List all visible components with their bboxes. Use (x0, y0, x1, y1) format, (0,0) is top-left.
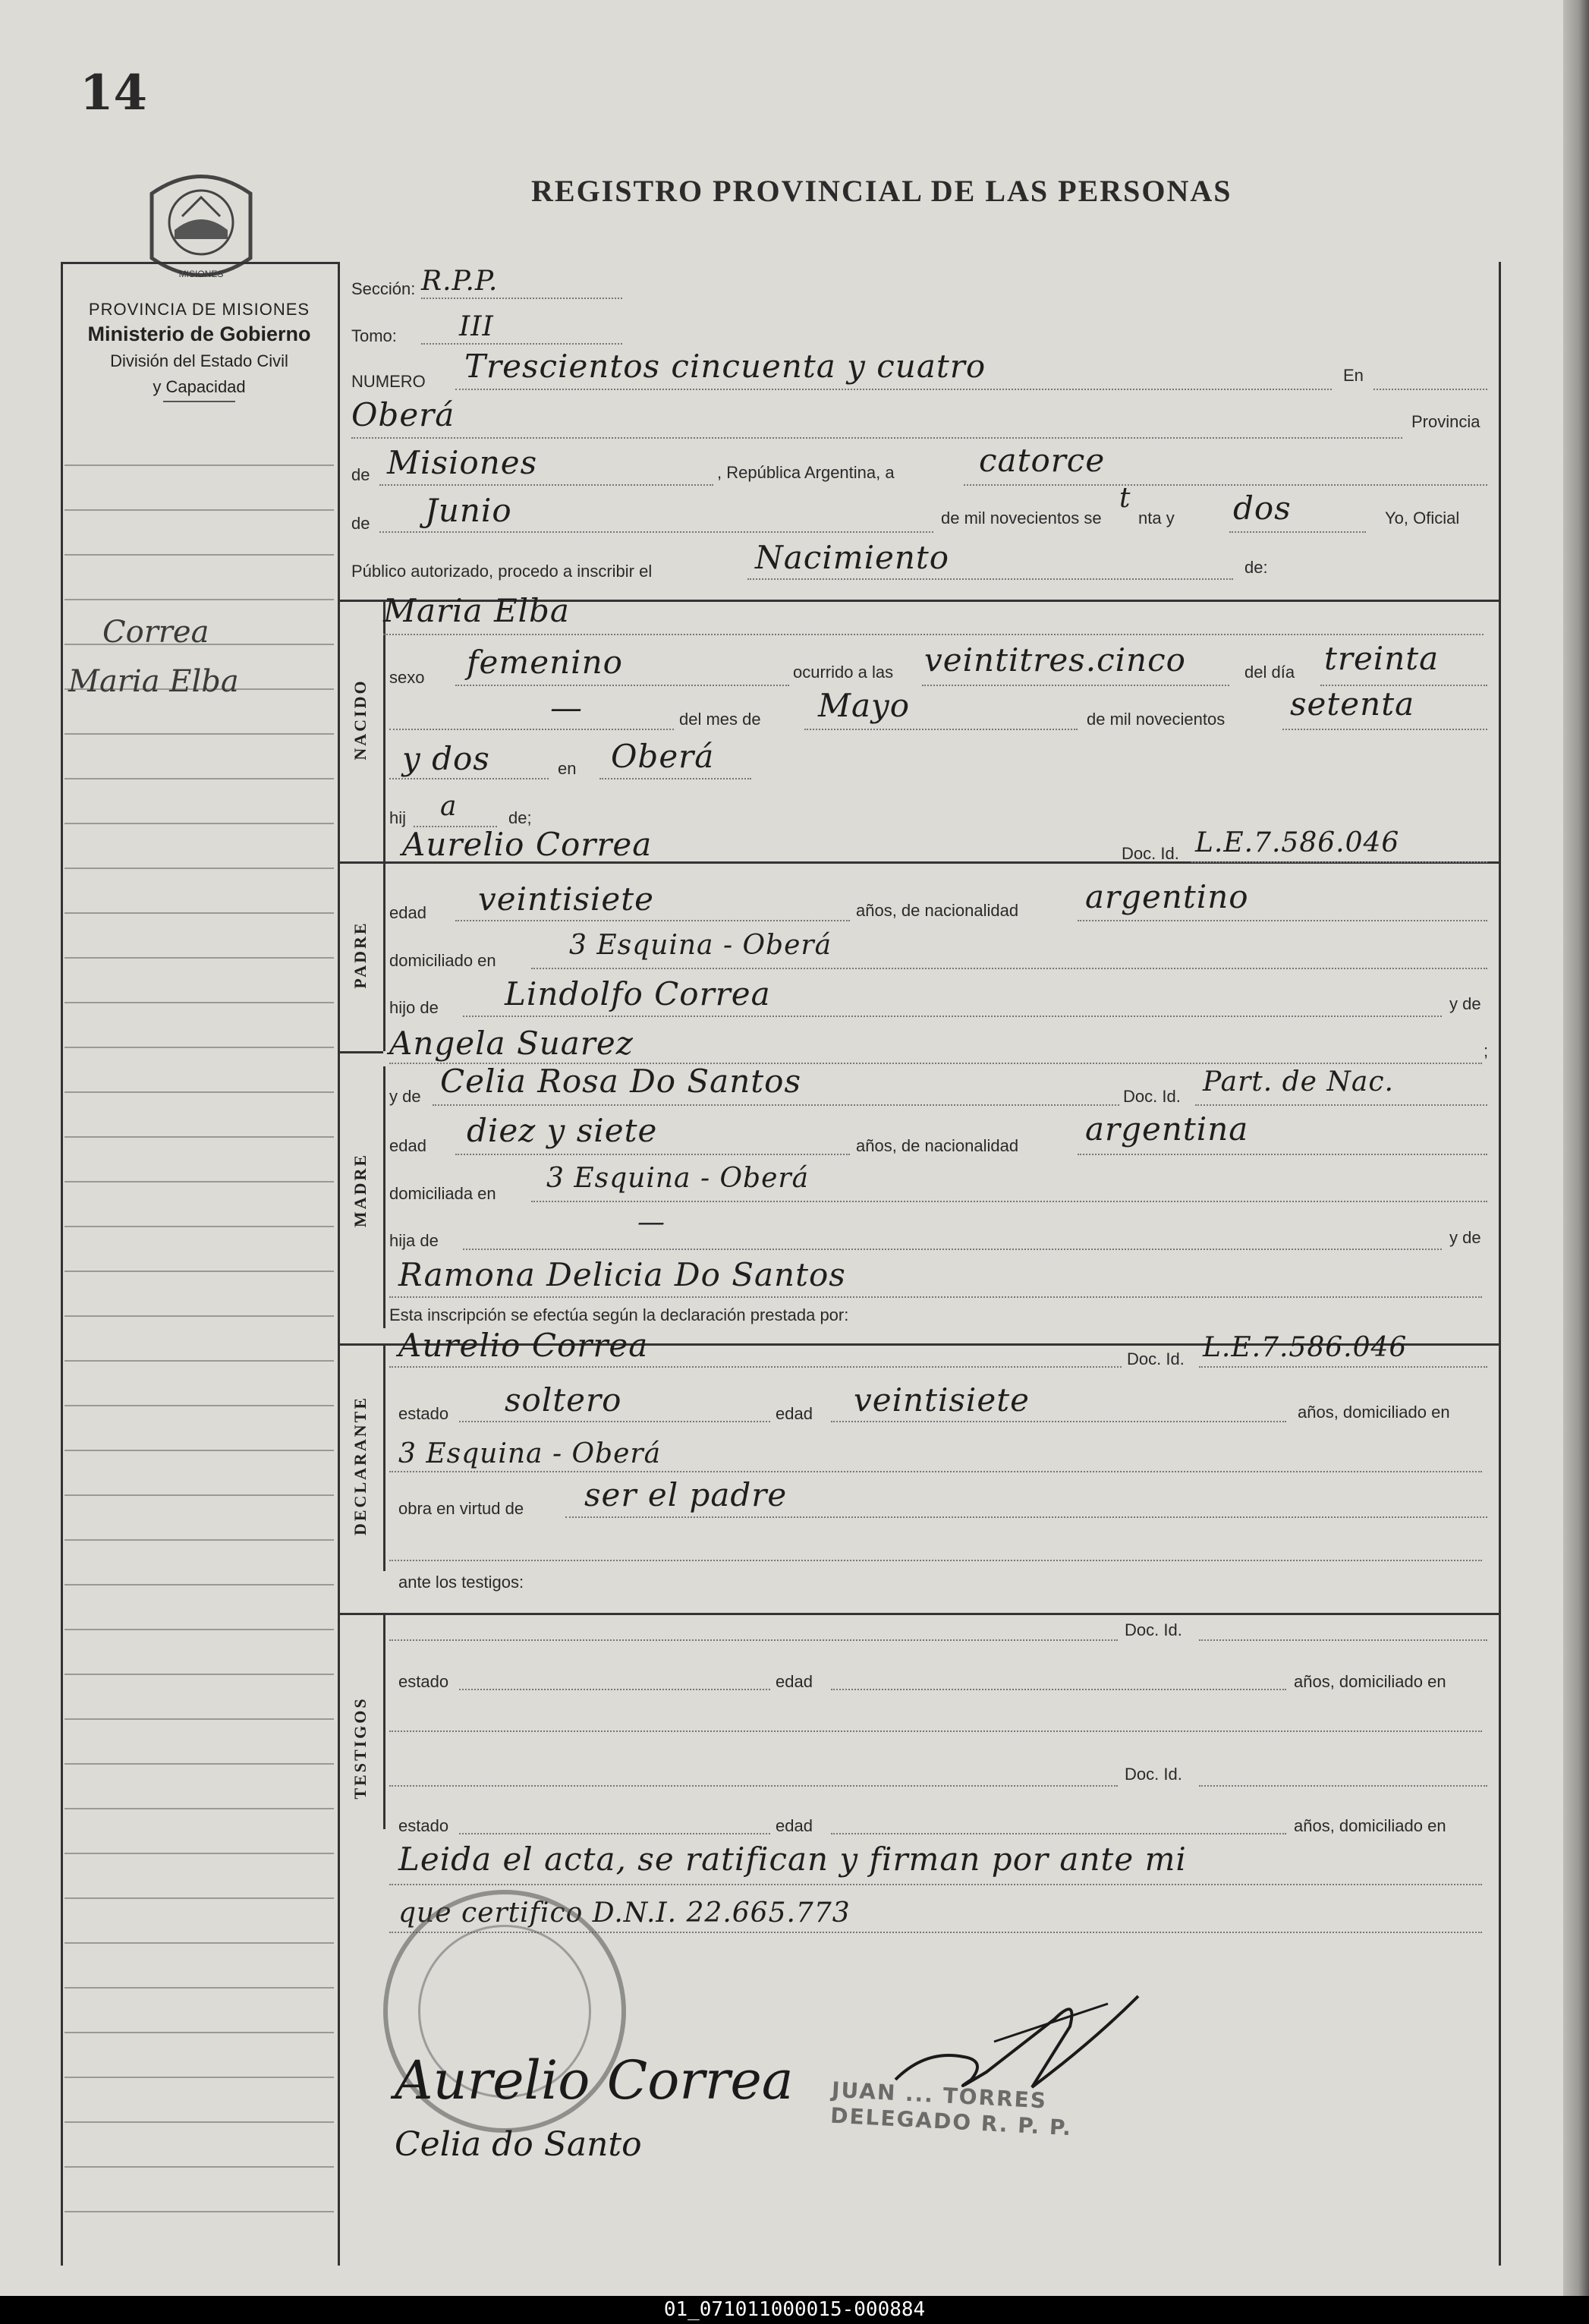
section-padre: PADRE (351, 921, 370, 989)
declarant-name: Aurelio Correa (398, 1327, 649, 1364)
year-units: dos (1233, 490, 1292, 527)
y-de-label: y de (1449, 994, 1481, 1013)
divider (61, 262, 63, 2266)
mother-signature: Celia do Santo (395, 2125, 642, 2164)
birth-place: Oberá (611, 738, 715, 775)
en-label: En (1343, 366, 1364, 385)
declaration-intro: Esta inscripción se efectúa según la declaración prestada por: (389, 1305, 849, 1324)
year-label-2: nta y (1138, 509, 1175, 527)
province-value: Misiones (387, 444, 538, 481)
domiciliada-label: domiciliada en (389, 1184, 496, 1203)
father-nationality: argentino (1085, 878, 1249, 915)
page-edge (1563, 0, 1589, 2296)
year-label: de mil novecientos se (941, 509, 1102, 527)
hijo-de-label: hijo de (389, 998, 439, 1017)
tomo-value: III (459, 311, 494, 342)
tomo-label: Tomo: (351, 326, 397, 345)
divider (163, 401, 235, 402)
domiciliado-label: años, domiciliado en (1298, 1403, 1450, 1422)
numero-label: NUMERO (351, 372, 426, 391)
maternal-grandmother: Ramona Delicia Do Santos (398, 1256, 846, 1293)
witness1-edad-label: edad (776, 1672, 813, 1691)
witness2-estado-label: estado (398, 1816, 449, 1835)
mother-nationality: argentina (1085, 1110, 1249, 1148)
testigos-label: ante los testigos: (398, 1573, 524, 1592)
year-insert: t (1119, 483, 1131, 514)
closing-line-1: Leida el acta, se ratifican y firman por ante mi (398, 1841, 1187, 1878)
birth-year-2: y dos (402, 740, 490, 777)
provincia-label: Provincia (1411, 412, 1480, 431)
edad-label: edad (776, 1404, 813, 1423)
declarant-capacity: ser el padre (584, 1476, 788, 1513)
mother-doc-label: Doc. Id. (1123, 1087, 1181, 1106)
declarant-status: soltero (505, 1381, 622, 1419)
witness1-estado-label: estado (398, 1672, 449, 1691)
birth-day: treinta (1324, 640, 1440, 677)
father-doc-label: Doc. Id. (1122, 844, 1179, 863)
margin-given-name: Maria Elba (68, 664, 239, 699)
divider (1499, 262, 1501, 2266)
mother-name: Celia Rosa Do Santos (440, 1063, 801, 1100)
mother-age: diez y siete (467, 1112, 658, 1149)
publico-label: Público autorizado, procedo a inscribir el (351, 562, 653, 581)
misiones-crest-icon (144, 163, 258, 288)
declarant-address: 3 Esquina - Oberá (398, 1438, 662, 1469)
closing-line-2: que certifico D.N.I. 22.665.773 (398, 1897, 851, 1929)
division-name: División del Estado Civil (110, 351, 288, 370)
de-label: de (351, 514, 370, 533)
declarant-doc: L.E.7.586.046 (1203, 1332, 1408, 1363)
paternal-grandfather: Lindolfo Correa (505, 975, 771, 1012)
witness2-edad-label: edad (776, 1816, 813, 1835)
de-colon-label: de: (1244, 558, 1268, 577)
paternal-grandmother: Angela Suarez (389, 1025, 634, 1062)
sexo-value: femenino (467, 644, 623, 681)
witness1-doc-label: Doc. Id. (1125, 1620, 1182, 1639)
place-value: Oberá (351, 396, 455, 433)
divider (338, 262, 340, 2266)
seccion-label: Sección: (351, 279, 416, 298)
day-value: catorce (979, 442, 1106, 479)
father-address: 3 Esquina - Oberá (569, 930, 832, 961)
edad-label: edad (389, 903, 426, 922)
sexo-label: sexo (389, 668, 425, 687)
nacionalidad-label: años, de nacionalidad (856, 1136, 1019, 1155)
act-type: Nacimiento (755, 539, 950, 576)
declarant-age: veintisiete (854, 1381, 1030, 1419)
de-label: de; (508, 808, 532, 827)
province-name: PROVINCIA DE MISIONES (88, 300, 310, 319)
witness2-domicilio-label: años, domiciliado en (1294, 1816, 1446, 1835)
ministry-block (61, 300, 338, 402)
section-declarante: DECLARANTE (351, 1395, 370, 1535)
y-de-label: y de (1449, 1228, 1481, 1247)
division-subname: y Capacidad (153, 377, 246, 396)
section-madre: MADRE (351, 1152, 370, 1228)
y-de-label: y de (389, 1087, 421, 1106)
obra-label: obra en virtud de (398, 1499, 524, 1518)
semicolon: ; (1484, 1041, 1489, 1060)
witness1-domicilio-label: años, domiciliado en (1294, 1672, 1446, 1691)
birth-month: Mayo (818, 687, 911, 724)
month-value: Junio (425, 492, 512, 529)
maternal-grandfather: — (637, 1207, 665, 1238)
hour-value: veintitres.cinco (924, 641, 1186, 679)
birth-year: setenta (1290, 685, 1415, 723)
republica-label: , República Argentina, a (717, 463, 895, 482)
delegate-stamp-name: JUAN ... TORRES (831, 2077, 1048, 2114)
mes-label: del mes de (679, 710, 761, 729)
father-name: Aurelio Correa (402, 826, 653, 863)
de-label: de (351, 465, 370, 484)
page-number: 14 (80, 65, 148, 121)
hij-suffix: a (440, 791, 458, 822)
section-testigos: TESTIGOS (351, 1696, 370, 1800)
seccion-value: R.P.P. (421, 266, 499, 297)
child-name: Maria Elba (383, 592, 570, 629)
document-heading: REGISTRO PROVINCIAL DE LAS PERSONAS (531, 174, 1232, 208)
father-age: veintisiete (478, 880, 654, 918)
delegate-stamp-title: DELEGADO R. P. P. (829, 2102, 1073, 2141)
declarant-signature: Aurelio Correa (395, 2049, 794, 2111)
mother-address: 3 Esquina - Oberá (546, 1163, 810, 1194)
en-label: en (558, 759, 577, 778)
oficial-label: Yo, Oficial (1385, 509, 1460, 527)
hija-de-label: hija de (389, 1231, 439, 1250)
estado-label: estado (398, 1404, 449, 1423)
section-nacido: NACIDO (351, 679, 370, 760)
crest-text: MISIONES (178, 269, 224, 279)
hij-label: hij (389, 808, 407, 827)
del-dia-label: del día (1244, 663, 1295, 682)
domicilio-label: domiciliado en (389, 951, 496, 970)
mil-label: de mil novecientos (1087, 710, 1226, 729)
witness2-doc-label: Doc. Id. (1125, 1765, 1182, 1784)
ocurrido-label: ocurrido a las (793, 663, 894, 682)
father-doc: L.E.7.586.046 (1195, 827, 1400, 858)
ministry-name: Ministerio de Gobierno (87, 323, 311, 345)
declarant-doc-label: Doc. Id. (1127, 1349, 1185, 1368)
footer-id: 01_071011000015-000884 (0, 2296, 1589, 2324)
margin-surname: Correa (102, 615, 209, 650)
divider (61, 262, 340, 264)
edad-label: edad (389, 1136, 426, 1155)
nacionalidad-label: años, de nacionalidad (856, 901, 1019, 920)
numero-value: Trescientos cincuenta y cuatro (464, 348, 986, 385)
mother-doc: Part. de Nac. (1203, 1066, 1394, 1097)
dash: — (550, 689, 583, 726)
